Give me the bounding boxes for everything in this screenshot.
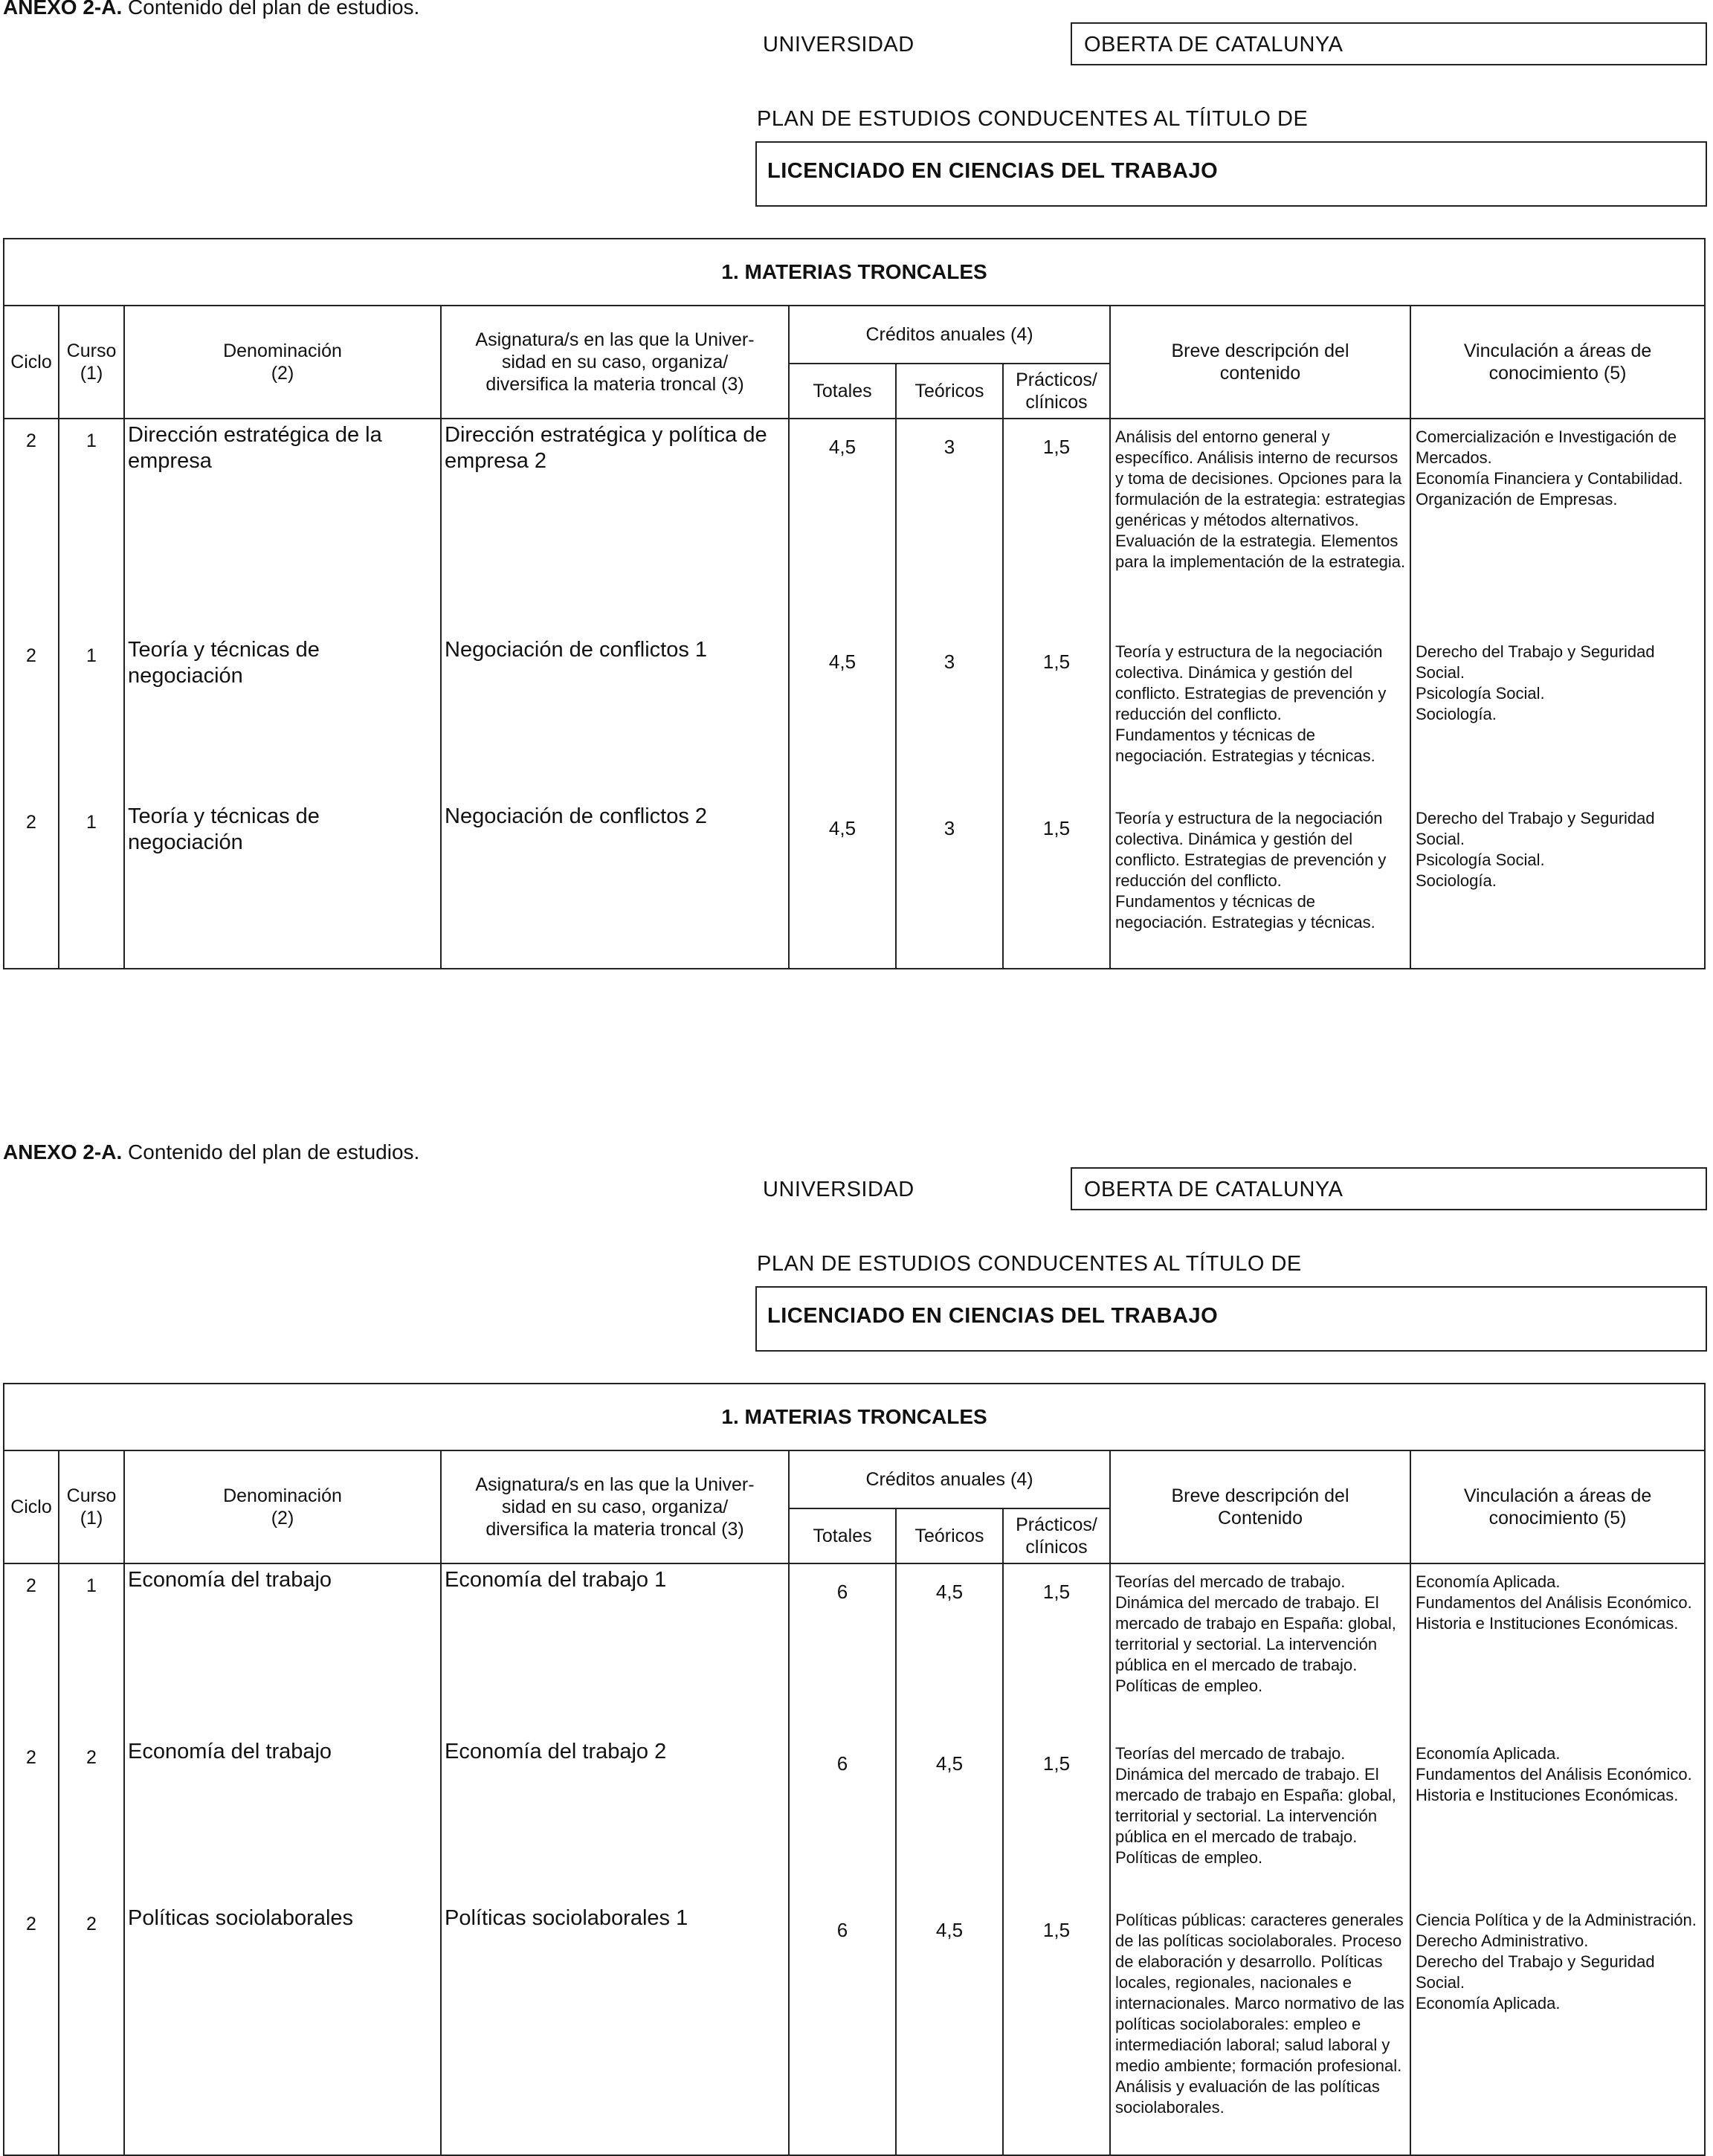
cell-vinculacion: Derecho del Trabajo y Seguridad Social. Psicología Social. Sociología. xyxy=(1410,801,1705,969)
cell-curso: 1 xyxy=(59,801,124,969)
header-practicos: Prácticos/ clínicos xyxy=(1003,1508,1110,1563)
cell-vinculacion: Comercialización e Investigación de Mercados. Economía Financiera y Contabilidad. Organización de Empresas. xyxy=(1410,419,1705,634)
cell-practicos: 1,5 xyxy=(1003,1563,1110,1736)
cell-teoricos: 4,5 xyxy=(896,1563,1003,1736)
universidad-label: UNIVERSIDAD xyxy=(763,1178,914,1201)
cell-ciclo: 2 xyxy=(4,801,59,969)
header-descripcion: Breve descripción del Contenido xyxy=(1110,1450,1410,1563)
header-asignatura: Asignatura/s en las que la Univer- sidad en su caso, organiza/ diversifica la materia troncal (3) xyxy=(441,306,789,419)
materias-table xyxy=(3,238,1706,969)
cell-denominacion: Economía del trabajo xyxy=(124,1563,441,1736)
cell-practicos: 1,5 xyxy=(1003,419,1110,634)
degree-title: LICENCIADO EN CIENCIAS DEL TRABAJO xyxy=(755,1286,1707,1352)
cell-teoricos: 4,5 xyxy=(896,1736,1003,1902)
cell-curso: 1 xyxy=(59,634,124,801)
cell-denominacion: Dirección estratégica de la empresa xyxy=(124,419,441,634)
cell-asignatura: Políticas sociolaborales 1 xyxy=(441,1902,789,2155)
table-row xyxy=(4,419,1705,634)
header-creditos: Créditos anuales (4) xyxy=(789,306,1110,364)
materias-table xyxy=(3,1383,1706,2156)
cell-teoricos: 3 xyxy=(896,419,1003,634)
universidad-value: OBERTA DE CATALUNYA xyxy=(1071,1167,1707,1210)
cell-practicos: 1,5 xyxy=(1003,634,1110,801)
header-totales: Totales xyxy=(789,1508,896,1563)
header-ciclo: Ciclo xyxy=(4,306,59,419)
header-denominacion: Denominación (2) xyxy=(124,1450,441,1563)
cell-ciclo: 2 xyxy=(4,634,59,801)
cell-denominacion: Teoría y técnicas de negociación xyxy=(124,634,441,801)
universidad-label: UNIVERSIDAD xyxy=(763,33,914,57)
cell-denominacion: Teoría y técnicas de negociación xyxy=(124,801,441,969)
cell-teoricos: 4,5 xyxy=(896,1902,1003,2155)
header-denominacion: Denominación (2) xyxy=(124,306,441,419)
cell-vinculacion: Derecho del Trabajo y Seguridad Social. Psicología Social. Sociología. xyxy=(1410,634,1705,801)
cell-ciclo: 2 xyxy=(4,1563,59,1736)
cell-asignatura: Economía del trabajo 1 xyxy=(441,1563,789,1736)
cell-descripcion: Políticas públicas: caracteres generales de las políticas sociolaborales. Proceso de elaboración y desarrollo. Políticas locales, regionales, nacionales e internacionales. Marco normativo de las políticas sociolaborales: empleo e intermediación laboral; salud laboral y medio ambiente; formación profesional. Análisis y evaluación de las políticas sociolaborales. xyxy=(1110,1902,1410,2155)
cell-vinculacion: Economía Aplicada. Fundamentos del Análisis Económico. Historia e Instituciones Económicas. xyxy=(1410,1563,1705,1736)
header-curso: Curso (1) xyxy=(59,306,124,419)
cell-curso: 2 xyxy=(59,1902,124,2155)
cell-descripcion: Teoría y estructura de la negociación colectiva. Dinámica y gestión del conflicto. Estrategias de prevención y reducción del conflicto. Fundamentos y técnicas de negociación. Estrategias y técnicas. xyxy=(1110,634,1410,801)
cell-practicos: 1,5 xyxy=(1003,1736,1110,1902)
header-teoricos: Teóricos xyxy=(896,1508,1003,1563)
annex-subtitle: Contenido del plan de estudios. xyxy=(122,1140,420,1163)
table-title: 1. MATERIAS TRONCALES xyxy=(4,1384,1705,1450)
header-creditos: Créditos anuales (4) xyxy=(789,1450,1110,1508)
cell-ciclo: 2 xyxy=(4,1736,59,1902)
cell-practicos: 1,5 xyxy=(1003,801,1110,969)
cell-descripcion: Teorías del mercado de trabajo. Dinámica del mercado de trabajo. El mercado de trabajo en España: global, territorial y sectorial. La intervención pública en el mercado de trabajo. Políticas de empleo. xyxy=(1110,1563,1410,1736)
cell-denominacion: Políticas sociolaborales xyxy=(124,1902,441,2155)
cell-totales: 6 xyxy=(789,1563,896,1736)
table-row xyxy=(4,1736,1705,1902)
cell-asignatura: Negociación de conflictos 1 xyxy=(441,634,789,801)
cell-denominacion: Economía del trabajo xyxy=(124,1736,441,1902)
header-practicos: Prácticos/ clínicos xyxy=(1003,364,1110,419)
header-vinculacion: Vinculación a áreas de conocimiento (5) xyxy=(1410,306,1705,419)
cell-vinculacion: Ciencia Política y de la Administración. Derecho Administrativo. Derecho del Trabajo y Seguridad Social. Economía Aplicada. xyxy=(1410,1902,1705,2155)
annex-page xyxy=(0,0,1713,974)
cell-ciclo: 2 xyxy=(4,419,59,634)
cell-asignatura: Economía del trabajo 2 xyxy=(441,1736,789,1902)
annex-label: ANEXO 2-A. xyxy=(3,0,123,19)
cell-descripcion: Teoría y estructura de la negociación colectiva. Dinámica y gestión del conflicto. Estrategias de prevención y reducción del conflicto. Fundamentos y técnicas de negociación. Estrategias y técnicas. xyxy=(1110,801,1410,969)
cell-descripcion: Teorías del mercado de trabajo. Dinámica del mercado de trabajo. El mercado de trabajo en España: global, territorial y sectorial. La intervención pública en el mercado de trabajo. Políticas de empleo. xyxy=(1110,1736,1410,1902)
header-curso: Curso (1) xyxy=(59,1450,124,1563)
table-row xyxy=(4,1563,1705,1736)
cell-totales: 6 xyxy=(789,1902,896,2155)
cell-totales: 4,5 xyxy=(789,634,896,801)
header-vinculacion: Vinculación a áreas de conocimiento (5) xyxy=(1410,1450,1705,1563)
annex-heading xyxy=(3,1140,419,1164)
table-row xyxy=(4,1902,1705,2155)
cell-curso: 1 xyxy=(59,1563,124,1736)
annex-heading xyxy=(3,0,419,19)
cell-curso: 1 xyxy=(59,419,124,634)
header-totales: Totales xyxy=(789,364,896,419)
annex-subtitle: Contenido del plan de estudios. xyxy=(122,0,420,19)
annex-label: ANEXO 2-A. xyxy=(3,1140,123,1163)
header-asignatura: Asignatura/s en las que la Univer- sidad en su caso, organiza/ diversifica la materia troncal (3) xyxy=(441,1450,789,1563)
cell-asignatura: Negociación de conflictos 2 xyxy=(441,801,789,969)
cell-asignatura: Dirección estratégica y política de empresa 2 xyxy=(441,419,789,634)
cell-teoricos: 3 xyxy=(896,634,1003,801)
degree-title: LICENCIADO EN CIENCIAS DEL TRABAJO xyxy=(755,141,1707,207)
cell-practicos: 1,5 xyxy=(1003,1902,1110,2155)
cell-totales: 4,5 xyxy=(789,801,896,969)
table-row xyxy=(4,801,1705,969)
cell-ciclo: 2 xyxy=(4,1902,59,2155)
plan-label: PLAN DE ESTUDIOS CONDUCENTES AL TÍTULO DE xyxy=(757,1252,1302,1276)
cell-curso: 2 xyxy=(59,1736,124,1902)
header-ciclo: Ciclo xyxy=(4,1450,59,1563)
cell-descripcion: Análisis del entorno general y específico. Análisis interno de recursos y toma de decisiones. Opciones para la formulación de la estrategia: estrategias genéricas y métodos alternativos. Evaluación de la estrategia. Elementos para la implementación de la estrategia. xyxy=(1110,419,1410,634)
cell-teoricos: 3 xyxy=(896,801,1003,969)
cell-totales: 6 xyxy=(789,1736,896,1902)
universidad-value: OBERTA DE CATALUNYA xyxy=(1071,22,1707,65)
table-body xyxy=(4,1563,1705,2155)
header-descripcion: Breve descripción del contenido xyxy=(1110,306,1410,419)
table-body xyxy=(4,419,1705,969)
header-teoricos: Teóricos xyxy=(896,364,1003,419)
plan-label: PLAN DE ESTUDIOS CONDUCENTES AL TÍITULO DE xyxy=(757,107,1309,131)
cell-totales: 4,5 xyxy=(789,419,896,634)
cell-vinculacion: Economía Aplicada. Fundamentos del Análisis Económico. Historia e Instituciones Económicas. xyxy=(1410,1736,1705,1902)
annex-page xyxy=(0,1140,1713,2119)
table-title: 1. MATERIAS TRONCALES xyxy=(4,239,1705,306)
table-row xyxy=(4,634,1705,801)
